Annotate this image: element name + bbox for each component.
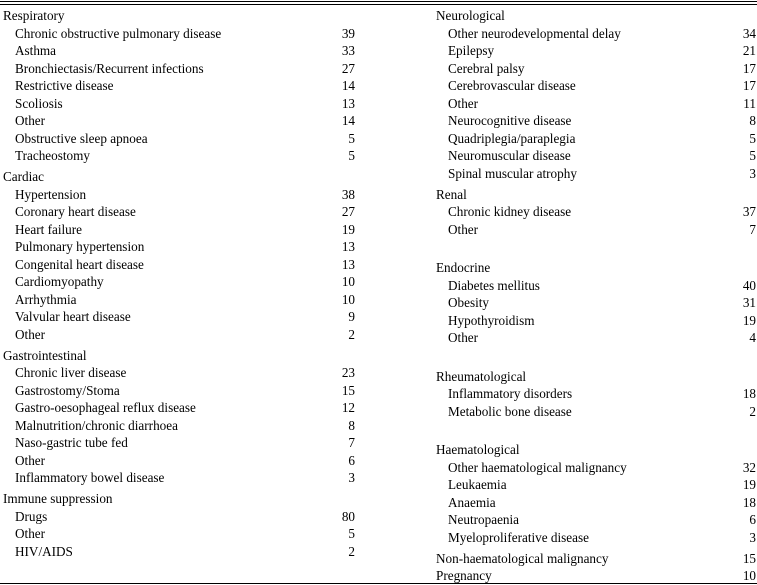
row-label: Hypothyroidism [448,312,535,328]
table-row [436,165,756,183]
row-value: 8 [348,417,355,433]
row-label: Gastrostomy/Stoma [15,382,120,398]
table-row [3,308,355,326]
table-row [436,130,756,148]
row-label: Other [448,221,479,237]
table-row [3,130,355,148]
row-value: 2 [348,326,355,342]
row-value: 5 [749,148,756,163]
table-row [436,25,756,43]
row-value: 6 [348,452,355,468]
table-row [436,476,756,494]
row-value: 10 [341,274,355,289]
row-label: Coronary heart disease [15,204,136,219]
category-cardiac: Cardiac [3,169,45,184]
table-row [3,60,355,78]
row-label: Tracheostomy [15,148,90,163]
table-row [436,60,756,78]
row-label: Asthma [15,43,57,58]
row-label: Chronic kidney disease [448,204,572,219]
row-value: 6 [749,512,756,527]
table-row [3,112,355,130]
row-label: Naso-gastric tube fed [15,435,128,450]
row-label: Scoliosis [15,95,63,111]
row-label: Neuromuscular disease [448,148,571,163]
row-value: 2 [348,543,355,559]
table-row [3,469,355,487]
row-label: Hypertension [15,186,87,202]
category-gastrointestinal: Gastrointestinal [3,347,87,363]
row-value: 7 [749,221,756,237]
row-value: 14 [341,78,355,93]
row-label: Anaemia [448,494,496,510]
row-value: 8 [749,113,756,128]
row-label: Malnutrition/chronic diarrhoea [15,417,178,433]
row-value: 11 [743,95,756,111]
table-row [436,511,756,529]
row-label: Diabetes mellitus [448,277,540,293]
row-label: Obstructive sleep apnoea [15,130,148,146]
row-label: Other [15,326,46,342]
table-row [3,417,355,435]
row-value: 80 [341,508,355,524]
row-value: 18 [742,386,756,401]
table-row [3,326,355,344]
row-value: 3 [348,470,355,485]
row-value: 7 [348,435,355,450]
table-row [3,399,355,417]
row-label: Cardiomyopathy [15,274,104,289]
table-row [3,291,355,309]
row-value: 12 [341,400,355,415]
table-row [436,459,756,477]
row-value: 13 [341,95,355,111]
row-label: Non-haematological malignancy [436,550,609,566]
table-row [3,221,355,239]
row-label: Pregnancy [436,568,492,583]
row-value: 9 [348,309,355,324]
table-row [3,25,355,43]
row-value: 23 [341,365,355,380]
row-label: HIV/AIDS [15,543,73,559]
row-value: 10 [742,568,756,583]
row-label: Cerebrovascular disease [448,78,576,93]
row-value: 19 [742,477,756,492]
table-row [3,238,355,256]
row-label: Spinal muscular atrophy [448,165,577,181]
row-value: 4 [749,330,756,345]
table-row [3,434,355,452]
gastrointestinal-group [3,364,355,487]
row-label: Other [448,330,479,345]
table-row [436,95,756,113]
right-column [436,7,756,585]
row-value: 15 [742,550,756,566]
immune-suppression-group [3,508,355,561]
row-value: 15 [341,382,355,398]
row-value: 5 [348,148,355,163]
table-row [3,95,355,113]
row-label: Epilepsy [448,43,495,58]
row-value: 17 [742,60,756,76]
row-label: Other haematological malignancy [448,459,627,475]
table-row [3,77,355,95]
table-row [436,147,756,165]
row-label: Inflammatory disorders [448,386,573,401]
row-label: Valvular heart disease [15,309,131,324]
row-value: 40 [742,277,756,293]
category-pregnancy [436,567,756,585]
row-value: 19 [341,221,355,237]
row-value: 33 [341,43,355,58]
table-top-rule-inner [0,4,757,5]
row-label: Other neurodevelopmental delay [448,25,621,41]
respiratory-group [3,25,355,165]
table-row [3,508,355,526]
row-label: Neutropaenia [448,512,520,527]
table-row [3,186,355,204]
table-row [3,452,355,470]
row-value: 39 [341,25,355,41]
rheumatological-group [436,385,756,420]
row-value: 27 [341,204,355,219]
table-row [3,42,355,60]
row-label: Restrictive disease [15,78,114,93]
category-neurological: Neurological [436,8,505,23]
haematological-group [436,459,756,547]
row-value: 2 [749,403,756,419]
table-row [3,364,355,382]
endocrine-group [436,277,756,347]
row-value: 38 [341,186,355,202]
row-value: 5 [749,130,756,146]
row-label: Other [448,95,479,111]
table-top-rule [0,1,757,2]
row-value: 31 [742,295,756,310]
row-label: Bronchiectasis/Recurrent infections [15,60,204,76]
category-rheumatological: Rheumatological [436,368,527,384]
row-value: 13 [341,239,355,254]
table-row [436,312,756,330]
table-row [3,525,355,543]
row-label: Inflammatory bowel disease [15,470,165,485]
row-label: Other [15,113,46,128]
table-row [3,273,355,291]
row-label: Myeloproliferative disease [448,529,589,545]
table-row [3,256,355,274]
row-label: Cerebral palsy [448,60,525,76]
category-endocrine: Endocrine [436,260,491,275]
table-row [3,382,355,400]
renal-group [436,203,756,238]
row-label: Leukaemia [448,477,507,492]
neurological-group [436,25,756,183]
table-row [436,385,756,403]
row-label: Metabolic bone disease [448,403,572,419]
table-row [436,203,756,221]
category-non-haematological-malignancy [436,550,756,568]
row-value: 17 [742,78,756,93]
row-label: Neurocognitive disease [448,113,572,128]
row-value: 34 [742,25,756,41]
row-value: 10 [341,291,355,307]
row-value: 18 [742,494,756,510]
row-value: 14 [341,113,355,128]
row-label: Congenital heart disease [15,256,144,272]
row-label: Arrhythmia [15,291,77,307]
table-row [3,203,355,221]
table-row [436,42,756,60]
table-row [436,77,756,95]
category-haematological: Haematological [436,442,520,457]
table-row [436,294,756,312]
row-label: Other [15,526,46,541]
table-row [436,494,756,512]
row-value: 5 [348,130,355,146]
table-row [436,277,756,295]
row-label: Drugs [15,508,48,524]
row-value: 37 [742,204,756,219]
row-label: Chronic obstructive pulmonary disease [15,25,222,41]
table-row [436,529,756,547]
row-value: 27 [341,60,355,76]
row-label: Obesity [448,295,490,310]
category-respiratory: Respiratory [3,8,65,23]
table-row [436,403,756,421]
row-value: 5 [348,526,355,541]
table-row [436,112,756,130]
row-label: Pulmonary hypertension [15,239,145,254]
row-label: Other [15,452,46,468]
table-row [3,543,355,561]
table-row [3,147,355,165]
row-value: 21 [742,43,756,58]
table-row [436,221,756,239]
row-value: 19 [742,312,756,328]
row-value: 3 [749,165,756,181]
row-value: 32 [742,459,756,475]
row-label: Chronic liver disease [15,365,127,380]
row-value: 3 [749,529,756,545]
left-column [3,7,355,560]
row-value: 13 [341,256,355,272]
category-immune-suppression: Immune suppression [3,491,113,506]
table-row [436,329,756,347]
row-label: Heart failure [15,221,82,237]
row-label: Gastro-oesophageal reflux disease [15,400,196,415]
cardiac-group [3,186,355,344]
category-renal: Renal [436,186,467,202]
row-label: Quadriplegia/paraplegia [448,130,576,146]
